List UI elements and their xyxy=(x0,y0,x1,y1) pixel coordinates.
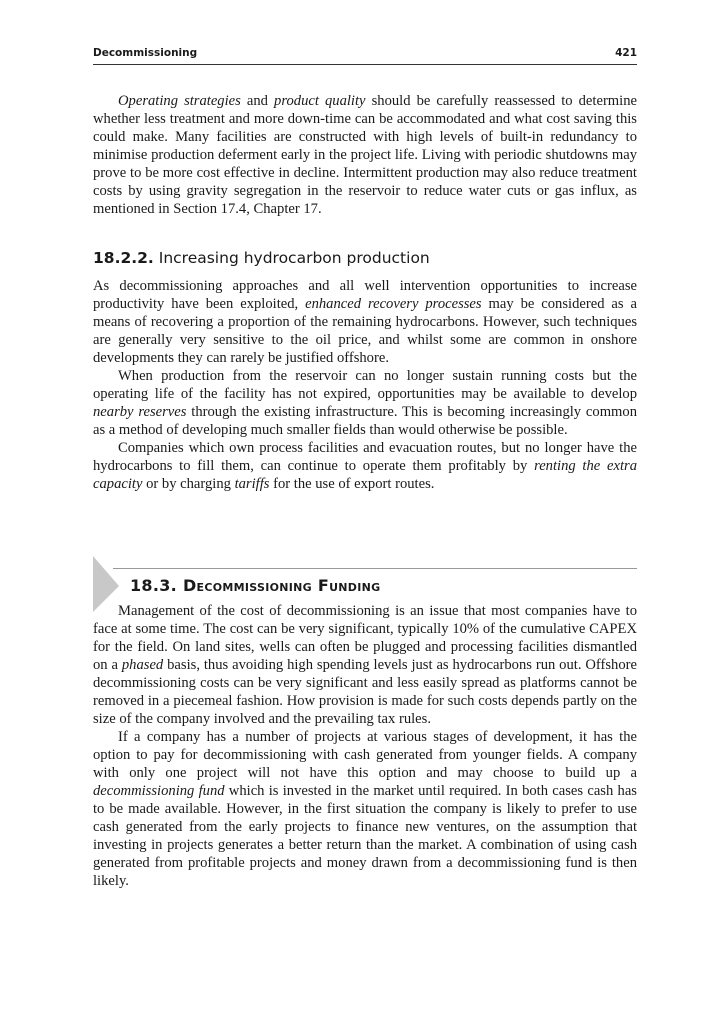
text-run: If a company has a number of projects at various stages of development, it has the option to pay for decommissioning with cash generated from younger fields. A company with only one project will not have this option and may choose to build up a xyxy=(93,729,637,781)
header-rule xyxy=(93,64,637,65)
emphasis: tariffs xyxy=(234,476,270,492)
section-text-block xyxy=(93,602,637,890)
emphasis: nearby reserves xyxy=(93,404,187,420)
paragraph xyxy=(93,92,637,218)
intro-text-block xyxy=(93,92,637,218)
text-run: may be considered as a means of recovering a proportion of the remaining hydrocarbons. However, such techniques are generally very sensitive to the oil price, and whilst some are common in onshore developments they can rarely be justified offshore. xyxy=(93,296,637,366)
text-run: and xyxy=(240,93,275,109)
emphasis: enhanced recovery processes xyxy=(305,296,482,312)
section-name: Decommissioning Funding xyxy=(182,576,381,595)
paragraph xyxy=(93,602,637,728)
page-number: 421 xyxy=(615,47,637,59)
text-run: Management of the cost of decommissioning is an issue that most companies have to face at some time. The cost can be very significant, typically 10% of the cumulative CAPEX for the field. On land sites, wells can often be plugged and processing facilities dismantled on a xyxy=(93,603,637,673)
emphasis: renting the extra capacity xyxy=(93,458,638,492)
text-run: or by charging xyxy=(142,476,235,492)
emphasis: Operating strategies xyxy=(118,93,241,109)
running-header xyxy=(93,46,637,62)
paragraph xyxy=(93,367,637,439)
text-run: basis, thus avoiding high spending levels just as hydrocarbons run out. Offshore decommissioning costs can be very significant and less easily spread as platforms cannot be removed in a piecemeal fashion. How provision is made for such costs depends partly on the size of the company involved and the prevailing tax rules. xyxy=(93,657,637,727)
subsection-number: 18.2.2. xyxy=(93,249,154,267)
paragraph xyxy=(93,728,637,890)
text-run: As decommissioning approaches and all well intervention opportunities to increase productivity have been exploited, xyxy=(93,278,637,312)
text-run: for the use of export routes. xyxy=(269,476,435,492)
subsection-title: Increasing hydrocarbon production xyxy=(158,249,430,267)
emphasis: decommissioning fund xyxy=(93,783,225,799)
text-run: should be carefully reassessed to determine whether less treatment and more down-time can be accommodated and what cost saving this could make. Many facilities are constructed with high levels of built-in redundancy to minimise production deferment early in the project life. Living with periodic shutdowns may prove to be more cost effective in decline. Intermittent production may also reduce treatment costs by using gravity segregation in the reservoir to reduce water cuts or gas influx, as mentioned in Section 17.4, Chapter 17. xyxy=(93,93,637,217)
subsection-text-block xyxy=(93,277,637,493)
text-run: When production from the reservoir can no longer sustain running costs but the operating life of the facility has not expired, opportunities may be available to develop xyxy=(93,368,637,402)
text-run: through the existing infrastructure. This is becoming increasingly common as a method of developing much smaller fields than would otherwise be possible. xyxy=(93,404,637,438)
section-title xyxy=(130,576,380,595)
section-rule xyxy=(113,568,637,569)
subsection-heading xyxy=(93,249,430,267)
text-run: Companies which own process facilities and evacuation routes, but no longer have the hydrocarbons to fill them, can continue to operate them profitably by xyxy=(93,440,637,474)
section-number: 18.3. xyxy=(130,576,178,595)
chapter-title: Decommissioning xyxy=(93,47,198,59)
paragraph xyxy=(93,439,637,493)
emphasis: phased xyxy=(121,657,164,673)
paragraph xyxy=(93,277,637,367)
emphasis: product quality xyxy=(274,93,366,109)
text-run: which is invested in the market until required. In both cases cash has to be made available. However, in the first situation the company is likely to prefer to use cash generated from the early projects to finance new ventures, on the assumption that investing in projects generates a better return than the market. A combination of using cash generated from profitable projects and money drawn from a decommissioning fund is then likely. xyxy=(93,783,637,889)
